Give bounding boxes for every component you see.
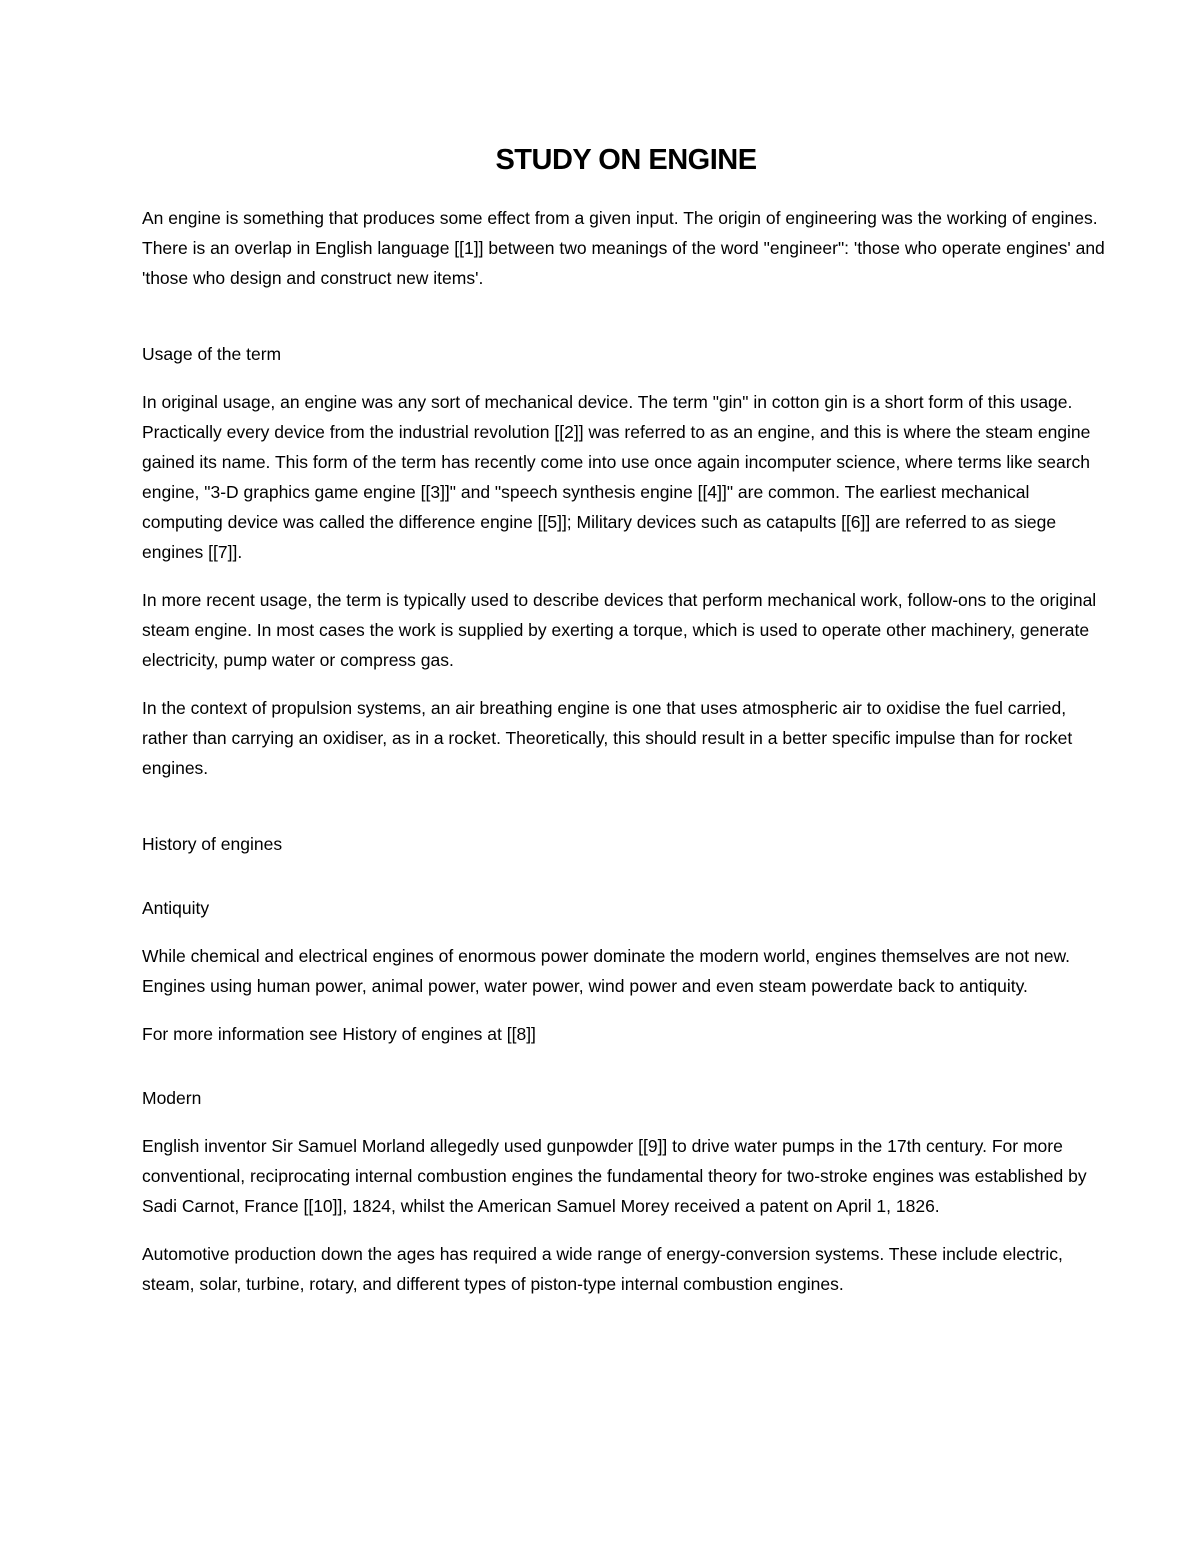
document-body <box>142 144 1110 1317</box>
modern-paragraph-1: English inventor Sir Samuel Morland allegedly used gunpowder [[9]] to drive water pumps in the 17th century. For more conventional, reciprocating internal combustion engines the fundamental theory for two-stroke engines was established by Sadi Carnot, France [[10]], 1824, whilst the American Samuel Morey received a patent on April 1, 1826. <box>142 1136 1087 1216</box>
section-heading-usage: Usage of the term <box>142 344 282 364</box>
antiquity-paragraph-2: For more information see History of engines at [[8]] <box>142 1024 536 1044</box>
antiquity-paragraph-1: While chemical and electrical engines of enormous power dominate the modern world, engines themselves are not new. Engines using human power, animal power, water power, wind power and even steam powerdate back to antiquity. <box>142 946 1070 996</box>
section-heading-antiquity: Antiquity <box>142 898 210 918</box>
section-heading-modern: Modern <box>142 1088 202 1108</box>
usage-paragraph-3: In the context of propulsion systems, an air breathing engine is one that uses atmospheric air to oxidise the fuel carried, rather than carrying an oxidiser, as in a rocket. Theoretically, this should result in a better specific impulse than for rocket engines. <box>142 698 1073 778</box>
modern-paragraph-2: Automotive production down the ages has required a wide range of energy-conversion systems. These include electric, steam, solar, turbine, rotary, and different types of piston-type internal combustion engines. <box>142 1244 1063 1294</box>
document-title: STUDY ON ENGINE <box>495 144 757 176</box>
intro-paragraph: An engine is something that produces some effect from a given input. The origin of engineering was the working of engines. There is an overlap in English language [[1]] between two meanings of the word "engineer": 'those who operate engines' and 'those who design and construct new items'. <box>142 208 1105 288</box>
usage-paragraph-2: In more recent usage, the term is typically used to describe devices that perform mechanical work, follow-ons to the original steam engine. In most cases the work is supplied by exerting a torque, which is used to operate other machinery, generate electricity, pump water or compress gas. <box>142 590 1097 670</box>
section-heading-history: History of engines <box>142 834 283 854</box>
usage-paragraph-1: In original usage, an engine was any sort of mechanical device. The term "gin" in cotton gin is a short form of this usage. Practically every device from the industrial revolution [[2]] was referred to as an engine, and this is where the steam engine gained its name. This form of the term has recently come into use once again incomputer science, where terms like search engine, "3-D graphics game engine [[3]]" and "speech synthesis engine [[4]]" are common. The earliest mechanical computing device was called the difference engine [[5]]; Military devices such as catapults [[6]] are referred to as siege engines [[7]]. <box>142 392 1091 562</box>
